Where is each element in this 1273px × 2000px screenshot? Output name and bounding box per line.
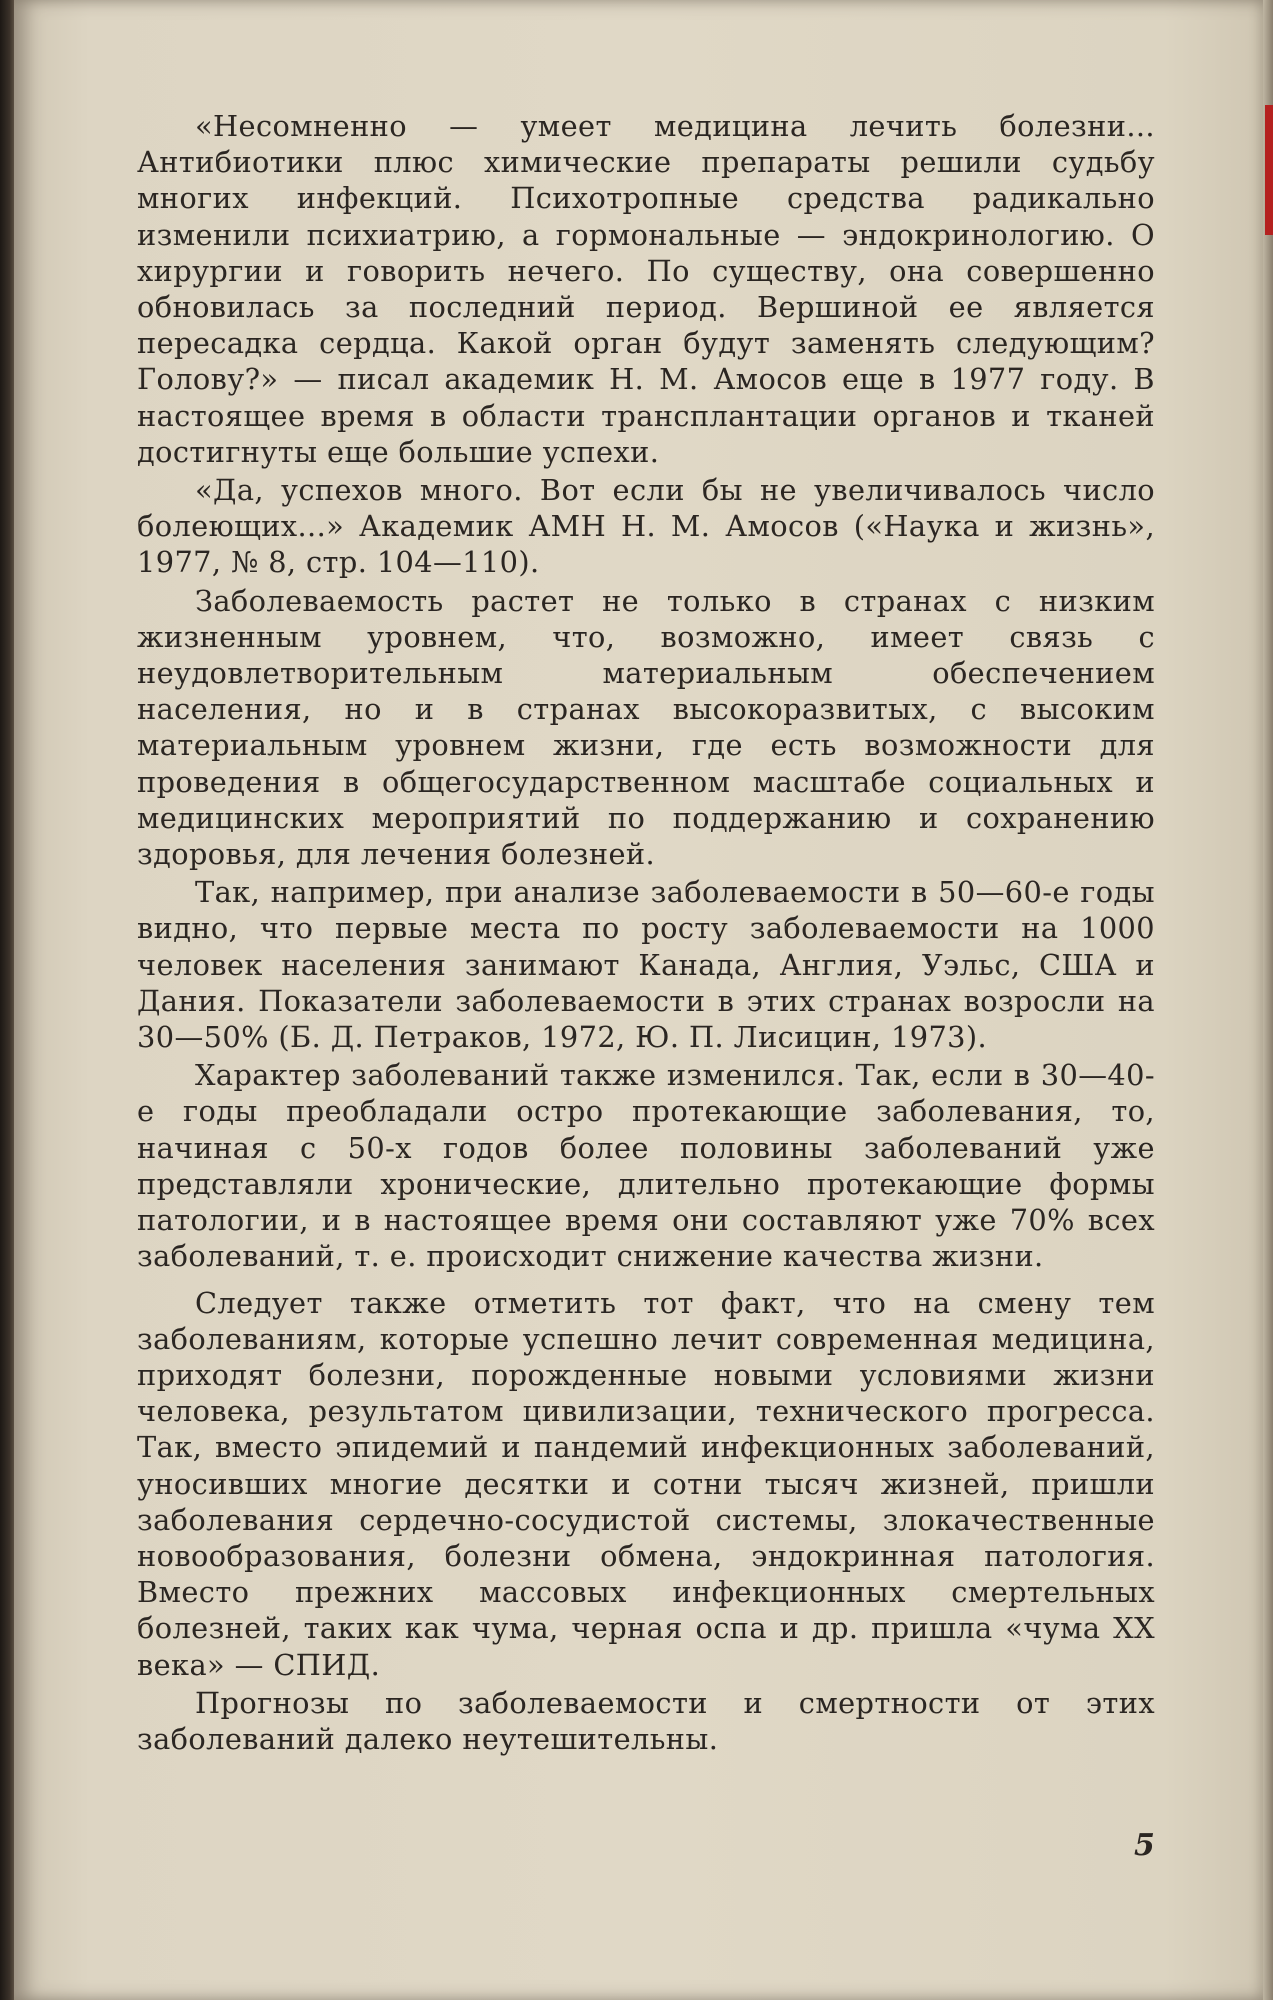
book-page	[14, 0, 1264, 2000]
page-right-edge	[1263, 0, 1273, 2000]
page-number: 5	[1134, 1828, 1155, 1863]
paragraph-disease-character: Характер заболеваний также изменился. Так, если в 30—40-е годы преобладали остро протекающие заболевания, то, начиная с 50-х годов более половины заболеваний уже представляли хронические, длительно протекающие формы патологии, и в настоящее время они составляют уже 70% всех заболеваний, т. е. происходит снижение качества жизни.	[137, 1058, 1155, 1274]
paragraph-amosov-quote: «Несомненно — умеет медицина лечить болезни... Антибиотики плюс химические препараты решили судьбу многих инфекций. Психотропные средства радикально изменили психиатрию, а гормональные — эндокринологию. О хирургии и говорить нечего. По существу, она совершенно обновилась за последний период. Вершиной ее является пересадка сердца. Какой орган будут заменять следующим? Голову?» — писал академик Н. М. Амосов еще в 1977 году. В настоящее время в области трансплантации органов и тканей достигнуты еще большие успехи.	[137, 109, 1155, 469]
paragraph-morbidity-growth: Заболеваемость растет не только в странах с низким жизненным уровнем, что, возможно, имеет связь с неудовлетворительным материальным обеспечением населения, но и в странах высокоразвитых, с высоким материальным уровнем жизни, где есть возможности для проведения в общегосударственном масштабе социальных и медицинских мероприятий по поддержанию и сохранению здоровья, для лечения болезней.	[137, 583, 1155, 872]
red-bookmark-edge	[1265, 105, 1273, 235]
paragraph-forecasts: Прогнозы по заболеваемости и смертности от этих заболеваний далеко неутешительны.	[137, 1685, 1155, 1756]
paragraph-amosov-citation: «Да, успехов много. Вот если бы не увеличивалось число болеющих...» Академик АМН Н. М. Амосов («Наука и жизнь», 1977, № 8, стр. 104—110).	[137, 473, 1155, 580]
paragraph-new-diseases: Следует также отметить тот факт, что на смену тем заболеваниям, которые успешно лечит современная медицина, приходят болезни, порожденные новыми условиями жизни человека, результатом цивилизации, технического прогресса. Так, вместо эпидемий и пандемий инфекционных заболеваний, уносивших многие десятки и сотни тысяч жизней, пришли заболевания сердечно-сосудистой системы, злокачественные новообразования, болезни обмена, эндокринная патология. Вместо прежних массовых инфекционных смертельных болезней, таких как чума, черная оспа и др. пришла «чума XX века» — СПИД.	[137, 1285, 1155, 1682]
page-body-text	[137, 108, 1155, 1757]
paragraph-morbidity-analysis: Так, например, при анализе заболеваемости в 50—60-е годы видно, что первые места по росту заболеваемости на 1000 человек населения занимают Канада, Англия, Уэльс, США и Дания. Показатели заболеваемости в этих странах возросли на 30—50% (Б. Д. Петраков, 1972, Ю. П. Лисицин, 1973).	[137, 875, 1155, 1055]
